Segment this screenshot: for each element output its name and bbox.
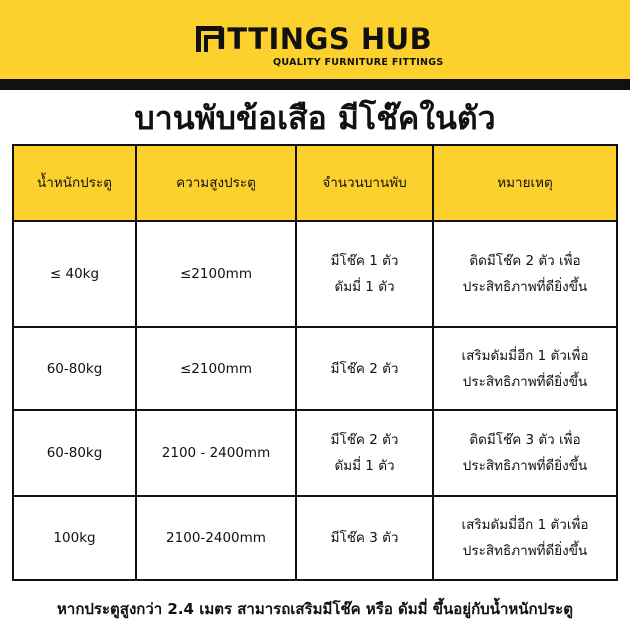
brand-header: [0, 0, 630, 79]
cell-door-height: 2100 - 2400mm: [136, 410, 296, 496]
cell-hinge-count: มีโช๊ค 2 ตัว ดัมมี่ 1 ตัว: [296, 410, 433, 496]
hinge-spec-table: [12, 144, 618, 581]
cell-remark: ติดมีโช๊ค 3 ตัว เพื่อ ประสิทธิภาพที่ดียิ่งขึ้น: [433, 410, 617, 496]
footer-note: หากประตูสูงกว่า 2.4 เมตร สามารถเสริมมีโช๊ค หรือ ดัมมี่ ขึ้นอยู่กับน้ำหนักประตู: [57, 600, 573, 618]
cell-hinge-count: มีโช๊ค 3 ตัว: [296, 496, 433, 580]
cell-door-weight: 60-80kg: [13, 327, 136, 410]
header-divider: [0, 79, 630, 90]
cell-door-weight: ≤ 40kg: [13, 221, 136, 327]
table-row: [13, 410, 617, 496]
cell-remark: เสริมดัมมี่อีก 1 ตัวเพื่อ ประสิทธิภาพที่ดียิ่งขึ้น: [433, 496, 617, 580]
table-row: [13, 327, 617, 410]
header-door-height: ความสูงประตู: [136, 145, 296, 221]
cell-door-height: ≤2100mm: [136, 327, 296, 410]
table-row: [13, 496, 617, 580]
cell-hinge-count: มีโช๊ค 1 ตัว ดัมมี่ 1 ตัว: [296, 221, 433, 327]
header-remark: หมายเหตุ: [433, 145, 617, 221]
page-title: บานพับข้อเสือ มีโช๊คในตัว: [134, 99, 496, 137]
brand-tagline: QUALITY FURNITURE FITTINGS: [273, 57, 444, 68]
cell-remark: เสริมดัมมี่อีก 1 ตัวเพื่อ ประสิทธิภาพที่ดียิ่งขึ้น: [433, 327, 617, 410]
cell-remark: ติดมีโช๊ค 2 ตัว เพื่อ ประสิทธิภาพที่ดียิ่งขึ้น: [433, 221, 617, 327]
cell-door-height: 2100-2400mm: [136, 496, 296, 580]
cell-door-weight: 100kg: [13, 496, 136, 580]
brand-name: [196, 24, 432, 54]
brand-name-text: ITTINGS HUB: [216, 22, 433, 56]
cell-door-height: ≤2100mm: [136, 221, 296, 327]
header-door-weight: น้ำหนักประตู: [13, 145, 136, 221]
cell-door-weight: 60-80kg: [13, 410, 136, 496]
cell-hinge-count: มีโช๊ค 2 ตัว: [296, 327, 433, 410]
header-hinge-count: จำนวนบานพับ: [296, 145, 433, 221]
table-header-row: [13, 145, 617, 221]
table-row: [13, 221, 617, 327]
